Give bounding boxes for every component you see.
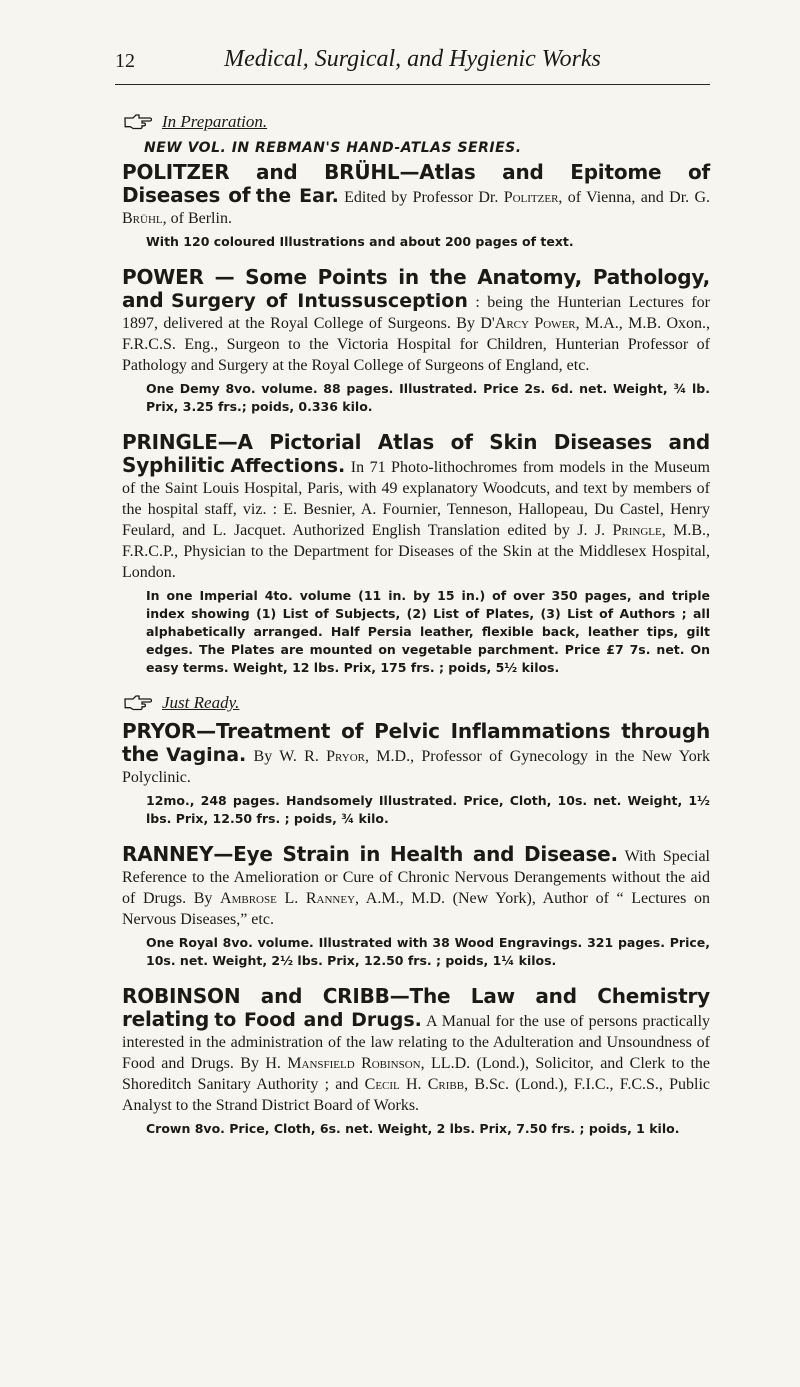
pointing-hand-icon xyxy=(124,114,152,130)
pointing-hand-icon xyxy=(124,695,152,711)
entry-text: A.M., M.D. (New York), Author of “ Lectures on Nervous Diseases,” etc. xyxy=(122,890,710,928)
entry-heading xyxy=(122,267,710,376)
book-title: — Some Points in the Anatomy, Pathology, and xyxy=(122,265,710,312)
entry-details: With 120 coloured Illustrations and about 200 pages of text. xyxy=(146,234,574,249)
book-title-continued: Vagina. xyxy=(166,744,247,766)
author-name: RANNEY xyxy=(122,842,214,866)
author-smallcaps: Brühl, xyxy=(122,210,167,227)
entry-text: M.B., F.R.C.P., Physician to the Department for Diseases of the Skin at the Middlesex Hospital, London. xyxy=(122,522,710,581)
book-title: —The Law and Chemistry relating xyxy=(122,984,710,1031)
entry-details: One Demy 8vo. volume. 88 pages. Illustrated. Price 2s. 6d. net. Weight, ¾ lb. Prix, 3.25 frs.; poids, 0.336 kilo. xyxy=(146,381,710,414)
entry-details: One Royal 8vo. volume. Illustrated with 38 Wood Engravings. 321 pages. Price, 10s. net. Weight, 2½ lbs. Prix, 12.50 frs. ; poids, 1¼ kilos. xyxy=(146,935,710,968)
entry-text: With Special Reference to the Amelioration or Cure of Chronic Nervous Derangements without the aid of Drugs. By xyxy=(122,848,710,907)
entry-text: : being the Hunterian Lectures for 1897, delivered at the Royal College of Surgeons. By xyxy=(122,294,710,332)
entry-ranney xyxy=(122,844,710,970)
entry-text: By W. R. xyxy=(246,748,327,765)
entry-heading xyxy=(122,721,710,788)
book-title: —Treatment of Pelvic Inflammations through the xyxy=(122,719,710,766)
book-title-continued: Surgery of Intussusception xyxy=(170,290,468,312)
author-smallcaps: Ambrose L. Ranney, xyxy=(220,890,360,907)
author-name: POLITZER and BRÜHL xyxy=(122,160,400,184)
author-smallcaps: Mansfield Robinson, xyxy=(287,1055,425,1072)
book-title-continued: to Food and Drugs. xyxy=(214,1009,422,1031)
page-header xyxy=(115,40,710,85)
entry-pringle xyxy=(122,432,710,677)
author-smallcaps: Politzer, xyxy=(503,189,563,206)
entry-text: Edited by Professor Dr. xyxy=(338,189,504,206)
author-smallcaps: Cecil H. Cribb, xyxy=(364,1076,469,1093)
entry-text: M.A., M.B. Oxon., F.R.C.S. Eng., Surgeon to the Victoria Hospital for Children, Hunterian Professor of Pathology and Surgery at the Royal College of Surgeons of England, etc. xyxy=(122,315,711,374)
author-smallcaps: D'Arcy Power, xyxy=(480,315,580,332)
running-title: Medical, Surgical, and Hygienic Works xyxy=(224,46,601,72)
entry-text: B.Sc. (Lond.), F.I.C., F.C.S., Public Analyst to the Strand District Board of Works. xyxy=(122,1076,711,1114)
book-title: —Eye Strain in Health and Disease. xyxy=(213,842,618,866)
entry-heading xyxy=(122,986,710,1116)
series-heading: NEW VOL. IN REBMAN'S HAND-ATLAS SERIES. xyxy=(144,140,522,156)
entry-text: A Manual for the use of persons practically interested in the administration of the law relating to the Adulteration and Unsoundness of Food and Drugs. By H. xyxy=(122,1013,711,1072)
entry-pryor xyxy=(122,721,710,828)
author-smallcaps: Pryor, xyxy=(326,748,369,765)
book-title-continued: the Ear. xyxy=(255,185,339,207)
entry-robinson-cribb xyxy=(122,986,710,1138)
just-ready-notice xyxy=(124,693,710,713)
entry-text: M.D., Professor of Gynecology in the New York Polyclinic. xyxy=(122,748,711,786)
author-smallcaps: Pringle, xyxy=(612,522,666,539)
author-name: POWER xyxy=(122,265,204,289)
entry-text: LL.D. (Lond.), Solicitor, and Clerk to the Shoreditch Sanitary Authority ; and xyxy=(122,1055,710,1093)
just-ready-label: Just Ready. xyxy=(162,693,240,712)
entry-heading xyxy=(122,162,710,229)
entry-heading xyxy=(122,844,710,930)
entry-text: of Vienna, and Dr. G. xyxy=(562,189,711,206)
entry-details: 12mo., 248 pages. Handsomely Illustrated. Price, Cloth, 10s. net. Weight, 1½ lbs. Prix, 12.50 frs. ; poids, ¾ kilo. xyxy=(146,793,710,826)
in-preparation-label: In Preparation. xyxy=(162,112,268,131)
entry-details: In one Imperial 4to. volume (11 in. by 15 in.) of over 350 pages, and triple index showing (1) List of Subjects, (2) List of Plates, (3) List of Authors ; all alphabetically arranged. Half Persia leather, flexible back, leather tips, gilt edges. The Plates are mounted on vegetable parchment. Price £7 7s. net. On easy terms. Weight, 12 lbs. Prix, 175 frs. ; poids, 5½ kilos. xyxy=(146,588,710,675)
entry-heading xyxy=(122,432,710,583)
page-number: 12 xyxy=(115,50,135,72)
page-content xyxy=(122,112,710,1154)
author-name: ROBINSON and CRIBB xyxy=(122,984,390,1008)
author-name: PRYOR xyxy=(122,719,197,743)
author-name: PRINGLE xyxy=(122,430,218,454)
entry-text: of Berlin. xyxy=(166,210,232,227)
entry-politzer xyxy=(122,162,710,251)
in-preparation-notice xyxy=(124,112,710,132)
book-title: —Atlas and Epitome of Diseases of xyxy=(122,160,711,207)
entry-text: In 71 Photo-lithochromes from models in the Museum of the Saint Louis Hospital, Paris, with 49 explanatory Woodcuts, and text by members of the hospital staff, viz. : E. Besnier, A. Fournier, Tenneson, Hallopeau, Du Castel, Henry Feulard, and L. Jacquet. Authorized English Translation edited by J. J. xyxy=(122,459,710,539)
book-title-continued: Affections. xyxy=(230,455,346,477)
entry-details: Crown 8vo. Price, Cloth, 6s. net. Weight, 2 lbs. Prix, 7.50 frs. ; poids, 1 kilo. xyxy=(146,1121,680,1136)
book-title: —A Pictorial Atlas of Skin Diseases and Syphilitic xyxy=(122,430,710,477)
entry-power xyxy=(122,267,710,416)
